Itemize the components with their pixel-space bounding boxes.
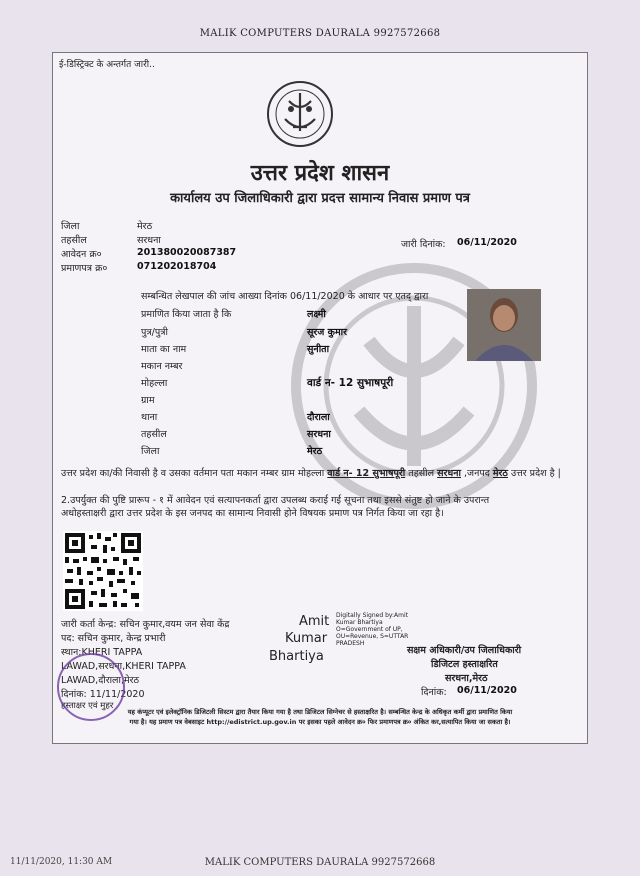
verification-paragraph: 2.उपर्युक्त की पुष्टि प्रारूप - १ में आवेदन एवं सत्यापनकर्ता द्वारा उपलब्ध कराई गई सूचना तथा इससे संतुष्ट हो जाने के उपरान्त अधोहस्ताक्षरी द्वारा उत्तर प्रदेश के इस जनपद का सामान्य निवासी होने विषयक प्रमाण पत्र निर्गत किया जा रहा है। [61, 495, 490, 519]
certificate-subtitle: कार्यालय उप जिलाधिकारी द्वारा प्रदत्त सामान्य निवास प्रमाण पत्र [170, 191, 470, 206]
center-place: स्थान:KHERI TAPPA [61, 647, 143, 658]
thana-value: दौराला [307, 412, 330, 423]
certificate-number: 071202018704 [137, 261, 217, 272]
up-emblem-icon [265, 79, 335, 149]
village-label: ग्राम [141, 395, 155, 406]
digital-signature-details: Digitally Signed by:Amit Kumar Bhartiya O=Government of UP, OU=Revenue, S=UTTAR PRADESH [336, 612, 409, 647]
father-value: सूरज कुमार [307, 327, 347, 338]
signer-name-2: Kumar [285, 631, 328, 646]
center-place-3: LAWAD,दौराला,मेरठ [61, 675, 140, 686]
officer-designation: सक्षम अधिकारी/उप जिलाधिकारी [407, 645, 522, 656]
mother-label: माता का नाम [141, 344, 187, 355]
mohalla-label: मोहल्ला [141, 378, 168, 389]
intro-line-1: सम्बन्धित लेखपाल की जांच आख्या दिनांक 06/11/2020 के आधार पर एतद् द्वारा [141, 291, 429, 302]
officer-date: 06/11/2020 [457, 685, 517, 696]
officer-digital-signed: डिजिटल हस्ताक्षरित [431, 659, 498, 670]
district-label: जिला [61, 221, 80, 232]
shop-footer: MALIK COMPUTERS DAURALA 9927572668 [204, 857, 436, 868]
thana-label: थाना [141, 412, 158, 423]
district2-value: मेरठ [307, 446, 323, 457]
father-label: पुत्र/पुत्री [141, 327, 168, 338]
application-label: आवेदन क्र० [61, 249, 102, 260]
intro-line-2: प्रमाणित किया जाता है कि [141, 309, 232, 320]
tehsil2-label: तहसील [141, 429, 167, 440]
applicant-name: लक्ष्मी [307, 309, 326, 320]
issuing-center: जारी कर्ता केन्द्र: सचिन कुमार,वयम जन सेवा केंद्र [61, 619, 230, 630]
center-designation: पद: सचिन कुमार, केन्द्र प्रभारी [61, 633, 166, 644]
mother-value: सुनीता [307, 344, 330, 355]
person-photo-icon [467, 289, 541, 361]
tehsil2-value: सरधना [307, 429, 331, 440]
applicant-photo [467, 289, 541, 361]
gov-title: उत्तर प्रदेश शासन [250, 161, 390, 186]
house-label: मकान नम्बर [141, 361, 183, 372]
issue-date-label: जारी दिनांक: [401, 239, 446, 250]
tehsil-value: सरधना [137, 235, 161, 246]
officer-place: सरधना,मेरठ [445, 673, 488, 684]
district-value: मेरठ [137, 221, 153, 232]
print-timestamp: 11/11/2020, 11:30 AM [10, 857, 113, 867]
signer-name-1: Amit [299, 614, 330, 629]
application-number: 201380020087387 [137, 247, 237, 258]
center-date: दिनांक: 11/11/2020 [61, 689, 145, 700]
center-place-2: LAWAD,सरधना,KHERI TAPPA [61, 661, 186, 672]
center-signature-label: हस्ताक्षर एवं मुहर [61, 701, 114, 711]
district2-label: जिला [141, 446, 160, 457]
certificate [52, 52, 588, 744]
officer-date-label: दिनांक: [421, 687, 447, 698]
signer-name-3: Bhartiya [269, 649, 324, 664]
residence-paragraph: उत्तर प्रदेश का/की निवासी है व उसका वर्तमान पता मकान नम्बर ग्राम मोहल्ला वार्ड न- 12 सुभाषपूरी तहसील सरधना ,जनपद मेरठ उत्तर प्रदेश है | [61, 468, 561, 479]
edistrict-note: ई-डिस्ट्रिक्ट के अन्तर्गत जारी.. [59, 60, 155, 70]
certificate-label: प्रमाणपत्र क्र० [61, 263, 108, 274]
qr-code-icon [63, 531, 143, 611]
tehsil-label: तहसील [61, 235, 87, 246]
shop-header: MALIK COMPUTERS DAURALA 9927572668 [199, 28, 441, 39]
issue-date: 06/11/2020 [457, 237, 517, 248]
mohalla-value: वार्ड न- 12 सुभाषपूरी [307, 377, 394, 389]
verification-footer: यह कंप्यूटर एवं इलेक्ट्रॉनिक डिजिटली सिस्टम द्वारा तैयार किया गया है तथा डिजिटल सिग्नेचर से हस्ताक्षरित है। सम्बन्धित केन्द्र के अधिकृत कर्मी द्वारा प्रमाणित किया गया है। यह प्रमाण पत्र वेबसाइट http://edistrict.up.gov.in पर इसका पहले आवेदन क्र० फिर प्रमाणपत्र क्र० अंकित कर,सत्यापित किया जा सकता है। [127, 708, 513, 726]
